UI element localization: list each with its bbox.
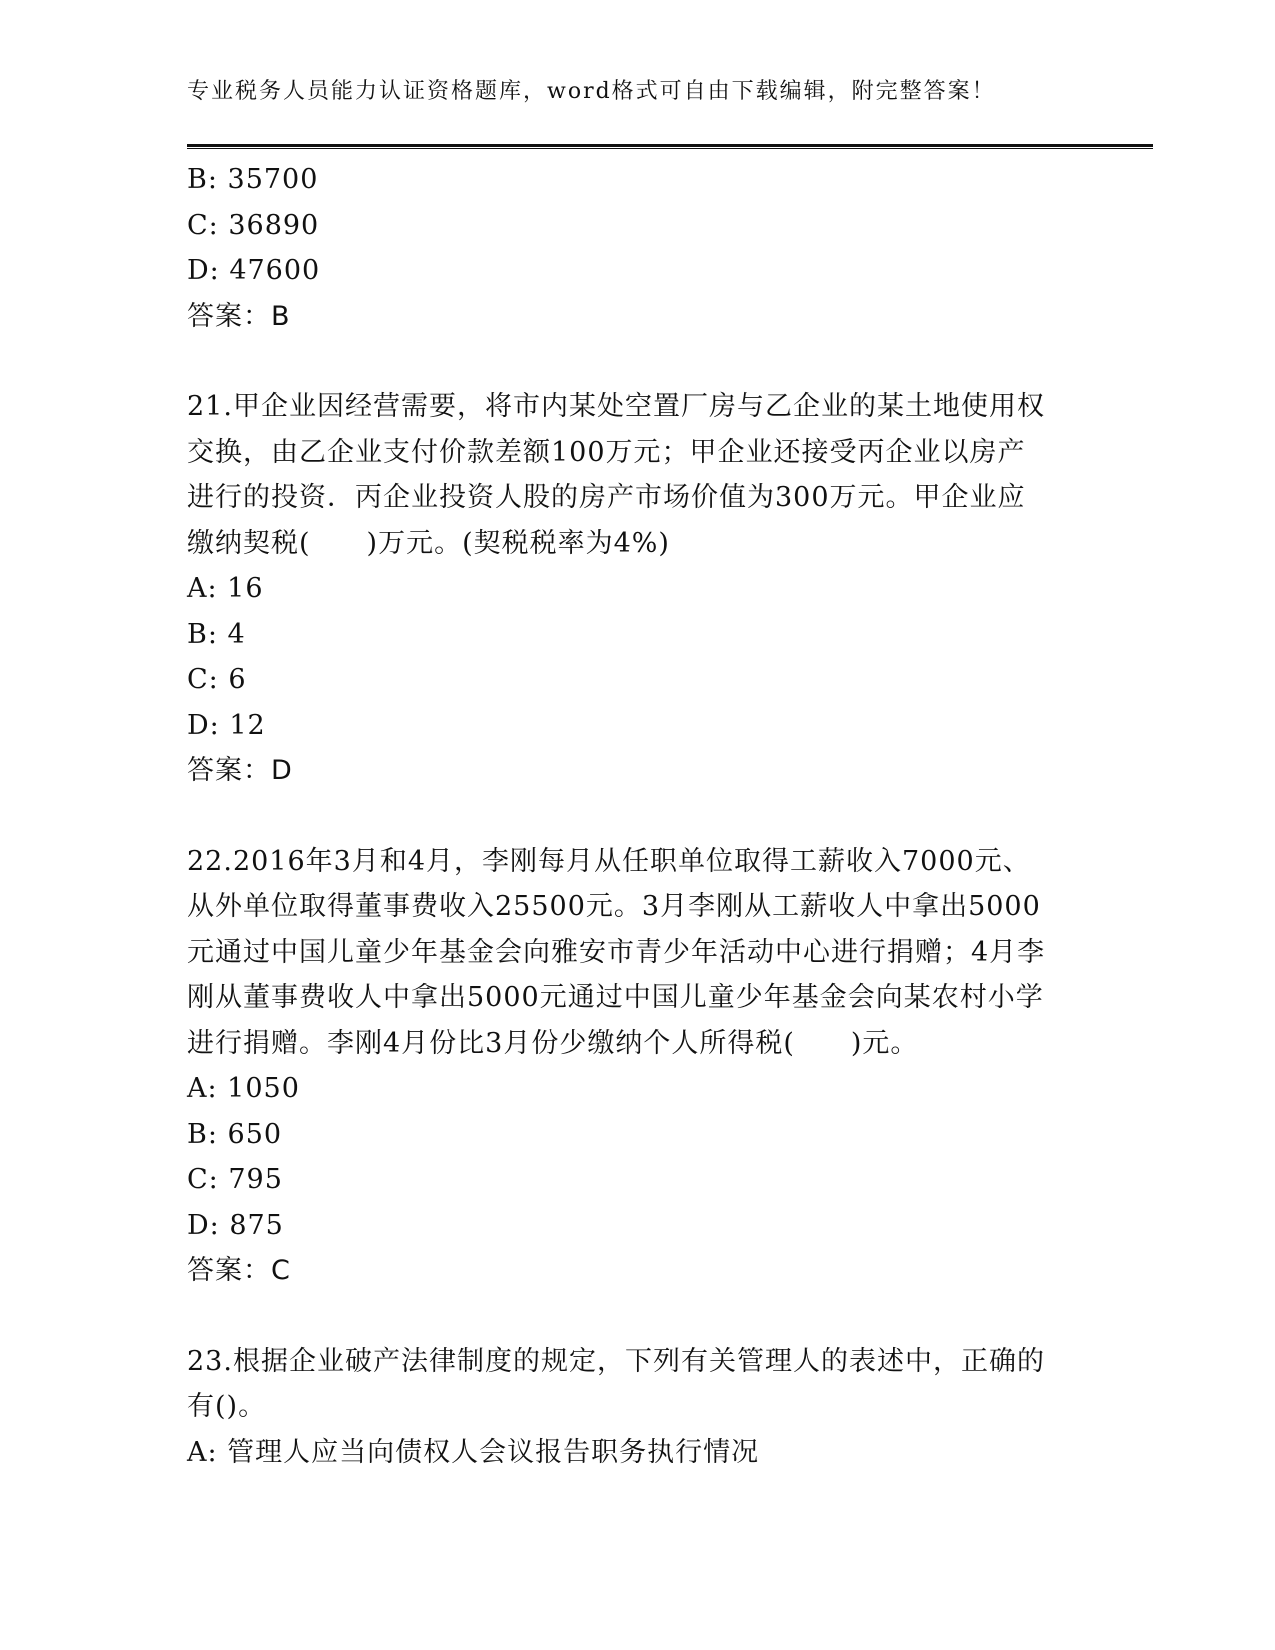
question-23 [187, 1339, 1087, 1476]
option-a: A: 1050 [187, 1073, 300, 1104]
stem-line: 22.2016年3月和4月，李刚每月从任职单位取得工薪收入7000元、 [187, 845, 1031, 877]
stem-line: 刚从董事费收人中拿出5000元通过中国儿童少年基金会向某农村小学 [187, 982, 1044, 1013]
page-header: 专业税务人员能力认证资格题库，word格式可自由下载编辑，附完整答案！ [187, 79, 996, 104]
answer-line: 答案：B [187, 300, 291, 332]
stem-line: 从外单位取得董事费收入25500元。3月李刚从工薪收人中拿出5000 [187, 891, 1041, 922]
question-21 [187, 384, 1087, 794]
option-d: D: 12 [187, 709, 266, 741]
stem-line: 交换，由乙企业支付价款差额100万元；甲企业还接受丙企业以房产 [187, 436, 1026, 468]
stem-line: 元通过中国儿童少年基金会向雅安市青少年活动中心进行捐赠；4月李 [187, 936, 1046, 968]
option-b: B: 650 [187, 1118, 283, 1150]
stem-line: 23.根据企业破产法律制度的规定，下列有关管理人的表述中，正确的 [187, 1345, 1045, 1377]
option-c: C: 6 [187, 664, 247, 695]
question-stem [187, 1339, 1057, 1430]
stem-line: 缴纳契税( )万元。(契税税率为4%) [187, 527, 670, 559]
stem-line: 进行的投资．丙企业投资人股的房产市场价值为300万元。甲企业应 [187, 482, 1026, 513]
option-d: D: 47600 [187, 255, 321, 286]
question-stem [187, 839, 1057, 1067]
stem-line: 有()。 [187, 1391, 267, 1422]
option-c: C: 795 [187, 1164, 283, 1195]
stem-line: 进行捐赠。李刚4月份比3月份少缴纳个人所得税( )元。 [187, 1027, 919, 1059]
header-divider [187, 144, 1153, 149]
answer-line: 答案：C [187, 1255, 291, 1286]
option-a: A: 16 [187, 573, 264, 604]
prev-question-options [187, 157, 1087, 294]
option-c: C: 36890 [187, 209, 320, 241]
question-stem [187, 384, 1057, 566]
stem-line: 21.甲企业因经营需要，将市内某处空置厂房与乙企业的某土地使用权 [187, 391, 1045, 422]
option-b: B: 35700 [187, 164, 319, 195]
option-d: D: 875 [187, 1209, 284, 1241]
answer-line: 答案：D [187, 755, 293, 786]
question-22 [187, 839, 1087, 1294]
option-a: A: 管理人应当向债权人会议报告职务执行情况 [187, 1436, 760, 1468]
document-body [187, 157, 1087, 1475]
option-b: B: 4 [187, 618, 246, 650]
